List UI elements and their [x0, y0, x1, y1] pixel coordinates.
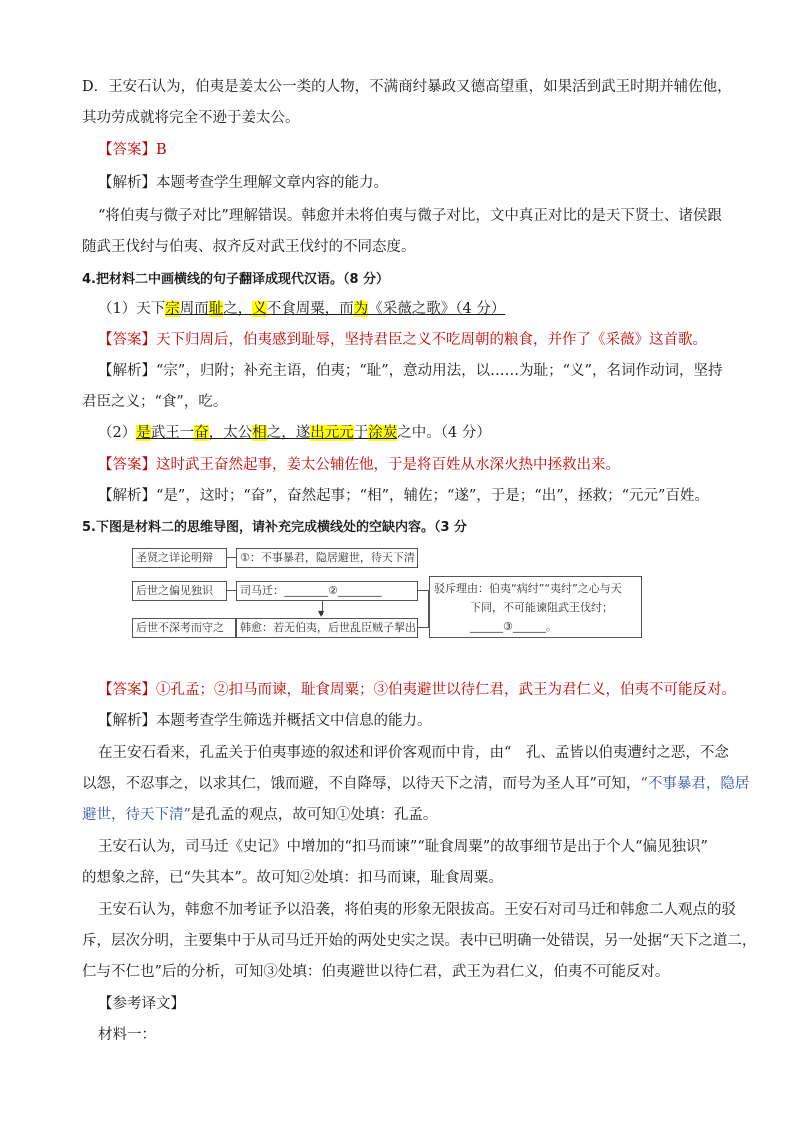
arrow-down-icon: ▼: [318, 609, 325, 618]
para-b1: 王安石认为，司马迁《史记》中增加的“扣马而谏”“耻食周粟”的故事细节是出于个人“偏见独识”: [98, 839, 708, 855]
mm-node-followers: 后世不深考而守之: [132, 618, 236, 638]
blue-quote: “不事暴君，隐居: [640, 776, 750, 792]
text-run: （2）: [98, 425, 137, 441]
underlined-run: ，太公: [208, 425, 253, 441]
question-4-sentence-1: [98, 294, 738, 325]
highlight-word: 涂炭: [368, 425, 398, 441]
text-run: 以怨，不忍事之，以求其仁，饿而避，不自降辱，以待天下之清，而号为圣人耳”可知，: [82, 776, 641, 792]
underlined-run: 不食周粟，而: [266, 301, 354, 317]
mm-connector: [227, 590, 236, 591]
option-d-line2: 其功劳成就将完全不逊于姜太公。: [82, 110, 300, 126]
para-c1: 王安石认为，韩愈不加考证予以沿袭，将伯夷的形象无限拔高。王安石对司马迁和韩愈二人观点的驳: [98, 902, 736, 918]
analysis-1-p2: 随武王伐纣与伯夷、叔齐反对武王伐纣的不同态度。: [82, 239, 416, 255]
answer-value: B: [156, 142, 167, 158]
mm-node-bias: 后世之偏见独识: [132, 581, 227, 601]
analysis-3: [98, 481, 738, 512]
underlined-run: 周而: [179, 301, 209, 317]
highlight-word: 出元元: [310, 425, 354, 441]
answer-tag: 【答案】: [98, 142, 156, 158]
analysis-2-p2: 君臣之义；“食”，吃。: [82, 394, 228, 410]
highlight-word: 义: [252, 301, 267, 317]
underlined-run: 之，: [223, 301, 253, 317]
analysis-text: “是”，这时；“奋”，奋然起事；“相”，辅佐；“遂”，于是；“出”，拯救；“元元”百姓。: [156, 488, 709, 504]
para-a2: [82, 769, 750, 800]
mm-connector: [418, 590, 428, 591]
answer-tag: 【答案】: [98, 332, 156, 348]
mm-connector: [418, 627, 428, 628]
refute-line-3: ______③______。: [470, 620, 557, 633]
answer-text: 天下归周后，伯夷感到耻辱，坚持君臣之义不吃周朝的粮食，并作了《采薇》这首歌。: [156, 332, 707, 348]
mm-node-blank-1: ①：不事暴君，隐居避世，待天下清: [236, 548, 418, 568]
analysis-tag: 【解析】: [98, 363, 156, 379]
answer-3: [98, 450, 738, 481]
highlight-word: 耻: [208, 301, 224, 317]
para-b2: 的想象之辞，已“失其本”。故可知②处填：扣马而谏，耻食周粟。: [82, 870, 503, 886]
question-4-sentence-2: [98, 418, 738, 449]
answer-1: [98, 135, 738, 166]
text-run: 之中。（4 分）: [397, 425, 491, 441]
blue-quote: 避世，待天下清”: [82, 807, 191, 823]
text-run: （1）天下: [98, 301, 166, 317]
para-a3: [82, 800, 722, 831]
analysis-text: “宗”，归附；补充主语，伯夷；“耻”，意动用法，以……为耻；“义”，名词作动词，坚持: [156, 363, 723, 379]
underlined-run: 武王一: [150, 425, 195, 441]
answer-text: ①孔孟；②扣马而谏，耻食周粟；③伯夷避世以待仁君，武王为君仁义，伯夷不可能反对。: [156, 682, 736, 698]
underlined-run: 《采薇之歌》（4 分）: [368, 301, 506, 317]
analysis-tag: 【解析】: [98, 488, 156, 504]
mm-node-sima-qian: 司马迁：________②________: [236, 581, 418, 601]
highlight-word: 宗: [165, 301, 180, 317]
question-5: 5.下图是材料二的思维导图，请补充完成横线处的空缺内容。（3 分: [82, 520, 468, 535]
refute-line-2: 下同，不可能谏阻武王伐纣；: [470, 601, 613, 614]
answer-2: [98, 325, 738, 356]
analysis-4: [98, 706, 738, 737]
question-4: 4.把材料二中画横线的句子翻译成现代汉语。（8 分）: [82, 272, 390, 287]
refute-line-1: 驳斥理由：伯夷“病纣”“夷纣”之心与天: [434, 582, 622, 595]
mind-map: [132, 544, 642, 644]
analysis-tag: 【解析】: [98, 175, 156, 191]
mm-node-sages: 圣贤之详论明辩: [132, 548, 227, 568]
highlight-word: 为: [353, 301, 369, 317]
reference-translation-title: 【参考译文】: [98, 996, 185, 1012]
para-a1: 在王安石看来，孔孟关于伯夷事迹的叙述和评价客观而中肯，由“ 孔、孟皆以伯夷遭纣之恶，不念: [98, 745, 729, 761]
material-one-label: 材料一：: [98, 1027, 156, 1043]
analysis-tag: 【解析】: [98, 713, 156, 729]
underlined-run: 之，遂: [266, 425, 311, 441]
analysis-text: 本题考查学生理解文章内容的能力。: [156, 175, 388, 191]
analysis-1: [98, 168, 738, 199]
highlight-word: 相: [252, 425, 267, 441]
mm-node-refute: [429, 576, 642, 638]
answer-4: [98, 675, 738, 706]
analysis-2: [98, 356, 738, 387]
analysis-1-p1: “将伯夷与微子对比”理解错误。韩愈并未将伯夷与微子对比，文中真正对比的是天下贤士、诸侯跟: [98, 208, 722, 224]
mm-connector: [227, 557, 236, 558]
underlined-run: 于: [353, 425, 369, 441]
answer-tag: 【答案】: [98, 457, 156, 473]
analysis-text: 本题考查学生筛选并概括文中信息的能力。: [156, 713, 432, 729]
para-c3: 仁与不仁也”后的分析，可知③处填：伯夷避世以待仁君，武王为君仁义，伯夷不可能反对。: [82, 964, 670, 980]
text-run: 是孔孟的观点，故可知①处填：孔孟。: [190, 807, 438, 823]
answer-text: 这时武王奋然起事，姜太公辅佐他，于是将百姓从水深火热中拯救出来。: [156, 457, 620, 473]
para-c2: 斥，层次分明，主要集中于从司马迁开始的两处史实之误。表中已明确一处错误，另一处据“天下之道二，: [82, 933, 757, 949]
highlight-word: 是: [136, 425, 151, 441]
answer-tag: 【答案】: [98, 682, 156, 698]
option-d-line1: D．王安石认为，伯夷是姜太公一类的人物，不满商纣暴政又德高望重，如果活到武王时期并辅佐他，: [82, 79, 732, 95]
highlight-word: 奋: [194, 425, 209, 441]
mm-node-han-yu: 韩愈：若无伯夷，后世乱臣贼子挈出: [236, 618, 418, 638]
